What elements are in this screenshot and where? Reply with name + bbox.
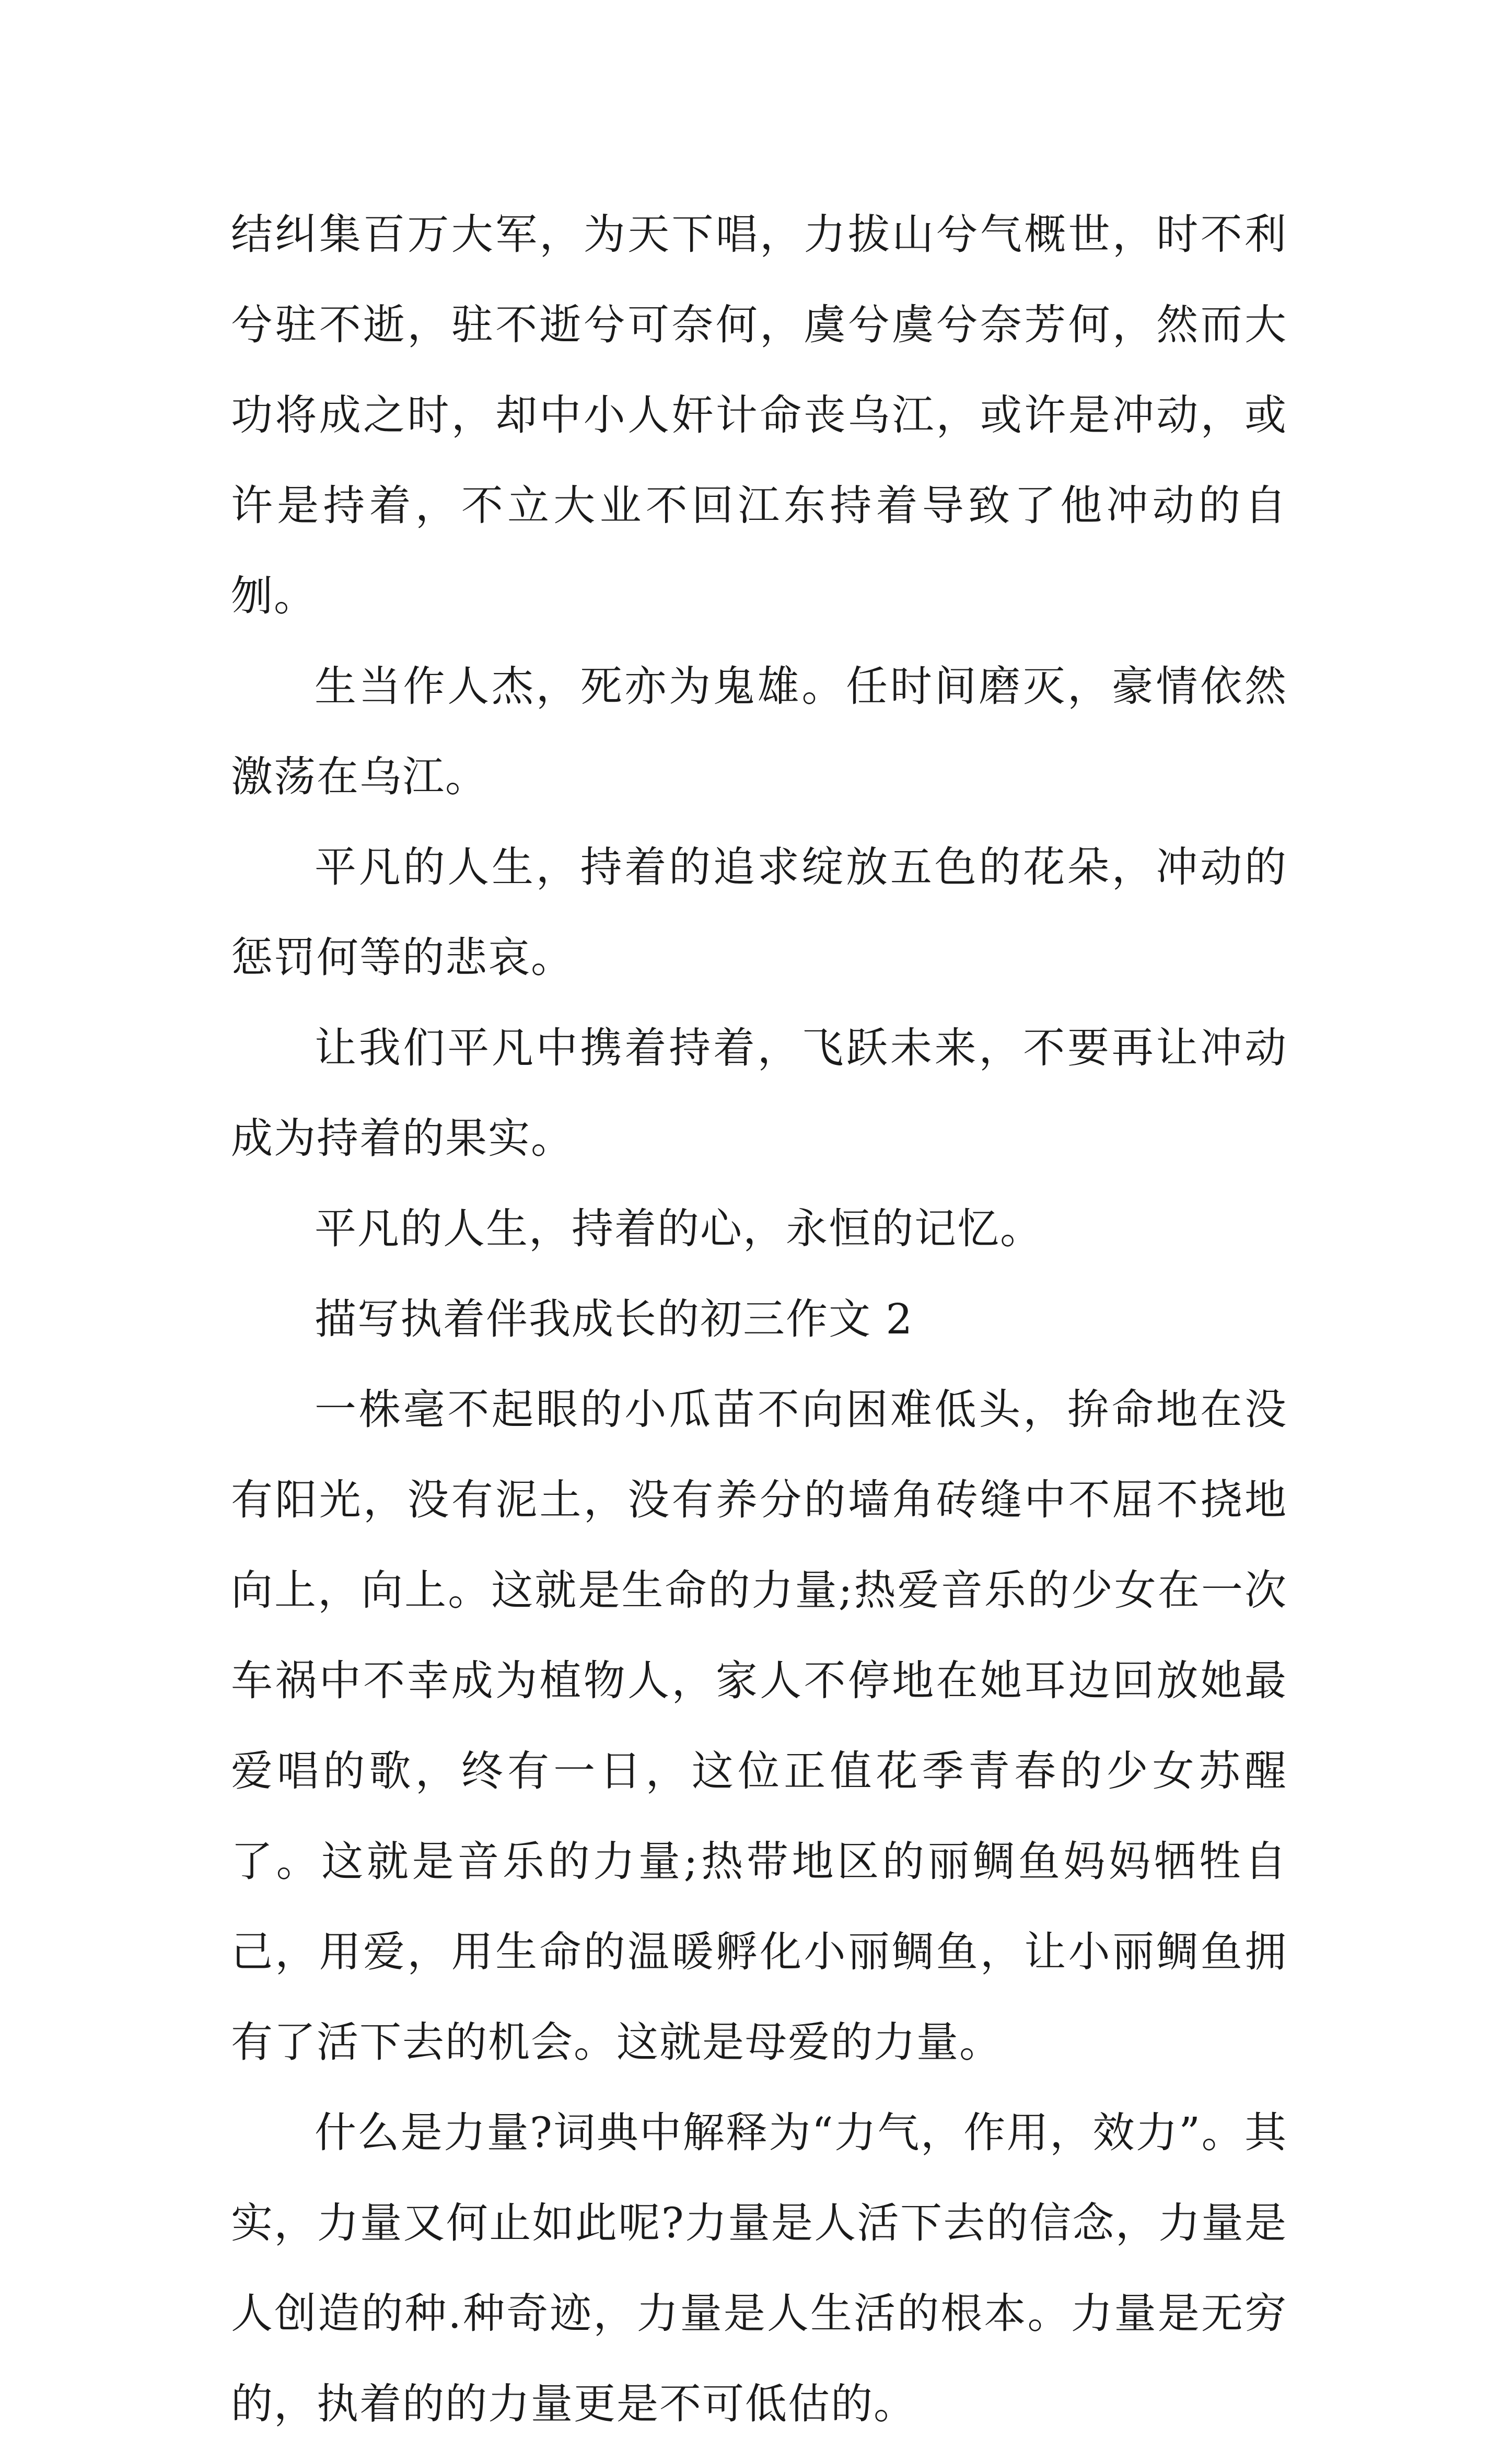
paragraph-6: 一株毫不起眼的小瓜苗不向困难低头，拚命地在没有阳光，没有泥土，没有养分的墙角砖缝中不屈不挠地向上，向上。这就是生命的力量;热爱音乐的少女在一次车祸中不幸成为植物人，家人不停地在她耳边回放她最爱唱的歌，终有一日，这位正值花季青春的少女苏醒了。这就是音乐的力量;热带地区的丽鲷鱼妈妈牺牲自己，用爱，用生命的温暖孵化小丽鲷鱼，让小丽鲷鱼拥有了活下去的机会。这就是母爱的力量。 [231, 1385, 1287, 2067]
section-heading: 描写执着伴我成长的初三作文 2 [315, 1295, 914, 1343]
paragraph-2: 生当作人杰，死亦为鬼雄。任时间磨灭，豪情依然激荡在乌江。 [231, 662, 1287, 801]
paragraph-7: 什么是力量?词典中解释为“力气，作用，效力”。其实，力量又何止如此呢?力量是人活下去的信念，力量是人创造的种.种奇迹，力量是人生活的根本。力量是无穷的，执着的的力量更是不可低估的。 [231, 2108, 1287, 2428]
paragraph-4: 让我们平凡中携着持着，飞跃未来，不要再让冲动成为持着的果实。 [231, 1024, 1287, 1163]
paragraph-5: 平凡的人生，持着的心，永恒的记忆。 [315, 1204, 1043, 1253]
paragraph-1: 结纠集百万大军，为天下唱，力拔山兮气概世，时不利兮驻不逝，驻不逝兮可奈何，虞兮虞兮奈芳何，然而大功将成之时，却中小人奸计命丧乌江，或许是冲动，或许是持着，不立大业不回江东持着导致了他冲动的自刎。 [231, 210, 1287, 620]
paragraph-3: 平凡的人生，持着的追求绽放五色的花朵，冲动的惩罚何等的悲哀。 [231, 843, 1287, 982]
document-body [231, 189, 1287, 2449]
